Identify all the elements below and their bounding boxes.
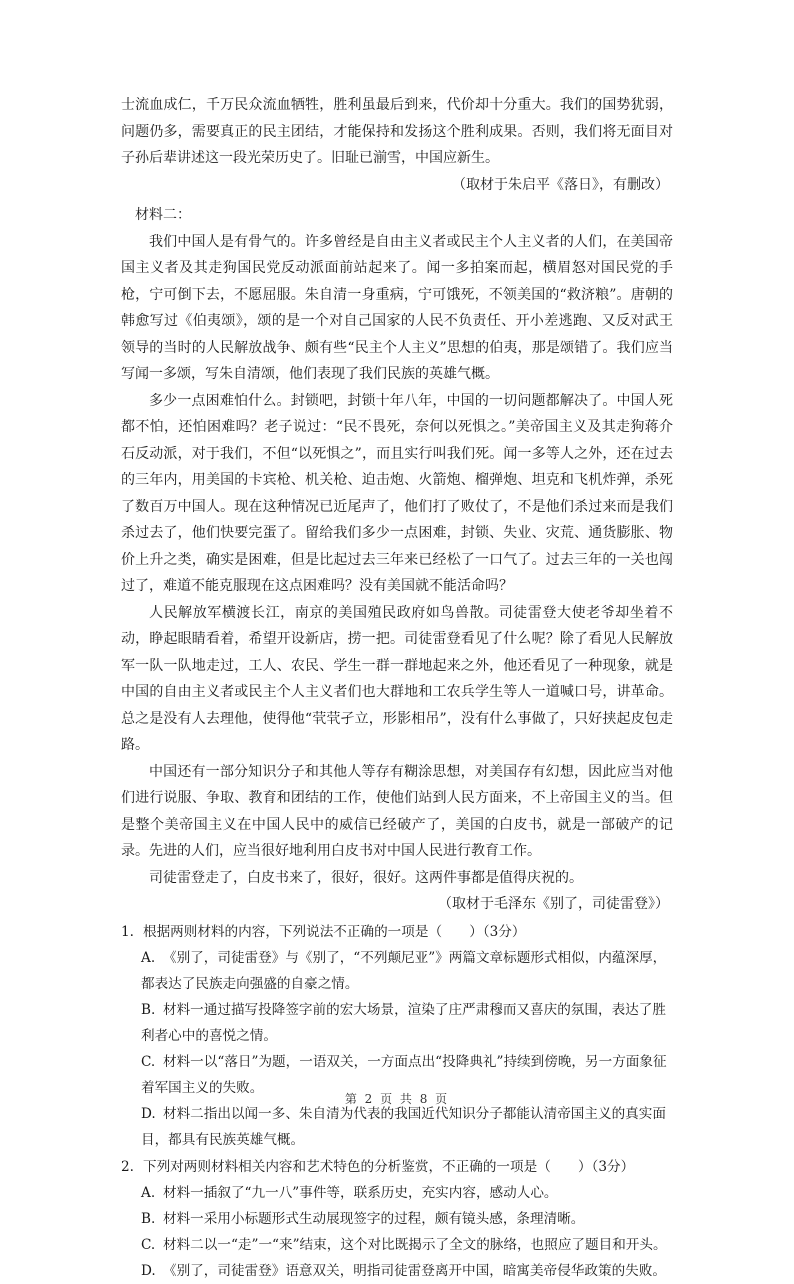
material2-paragraph: 司徒雷登走了，白皮书来了，很好，很好。这两件事都是值得庆祝的。 [149, 869, 583, 886]
option-text: 材料二以一“走”一“来”结束，这个对比既揭示了全文的脉络，也照应了题目和开头。 [163, 1236, 667, 1253]
material2-paragraph: 人民解放军横渡长江，南京的美国殖民政府如鸟兽散。司徒雷登大使老爷却坐着不动，睁起眼睛看着，希望开设新店，捞一把。司徒雷登看见了什么呢？除了看见人民解放军一队一队地走过，工人、农民、学生一群一群地起来之外，他还看见了一种现象，就是中国的自由主义者或民主个人主义者们也大群地和工农兵学生等人一道喊口号，讲革命。总之是没有人去理他，使得他“茕茕孑立，形影相吊”，没有什么事做了，只好挟起皮包走路。 [121, 604, 673, 753]
question-number: 2. [121, 1158, 134, 1175]
option-letter: A. [141, 949, 156, 966]
option-letter: A. [141, 1184, 156, 1201]
option-d [121, 1101, 673, 1153]
option-text: 材料一插叙了“九一八”事件等，联系历史，充实内容，感动人心。 [163, 1184, 558, 1201]
option-text: 材料二指出以闻一多、朱自清为代表的我国近代知识分子都能认清帝国主义的真实面目，都具有民族英雄气概。 [141, 1105, 666, 1148]
material2-paragraph: 中国还有一部分知识分子和其他人等存有糊涂思想，对美国存有幻想，因此应当对他们进行说服、争取、教育和团结的工作，使他们站到人民方面来，不上帝国主义的当。但是整个美帝国主义在中国人民中的威信已经破产了，美国的白皮书，就是一部破产的记录。先进的人们，应当很好地利用白皮书对中国人民进行教育工作。 [121, 763, 673, 859]
option-text: 材料一采用小标题形式生动展现签字的过程，颇有镜头感，条理清晰。 [163, 1210, 585, 1227]
option-letter: B. [141, 1210, 156, 1227]
page-footer: 第 2 页 共 8 页 [344, 1092, 450, 1106]
option-b [121, 997, 673, 1049]
question-2 [121, 1154, 673, 1284]
material2-source: （取材于毛泽东《别了，司徒雷登》） [438, 896, 669, 912]
option-letter: C. [141, 1236, 156, 1253]
option-letter: B. [141, 1001, 156, 1018]
option-a [121, 945, 673, 997]
material1-tail-paragraph: 士流血成仁，千万民众流血牺牲，胜利虽最后到来，代价却十分重大。我们的国势犹弱，问题仍多，需要真正的民主团结，才能保持和发扬这个胜利成果。否则，我们将无面目对子孙后辈讲述这一段光荣历史了。旧耻已湔雪，中国应新生。 [121, 97, 673, 166]
option-d [121, 1258, 673, 1284]
question-stem [121, 919, 673, 945]
question-stem [121, 1154, 673, 1180]
option-a [121, 1180, 673, 1206]
question-stem-text: 根据两则材料的内容，下列说法不正确的一项是（ ）（3分） [143, 923, 526, 940]
material2-paragraph: 多少一点困难怕什么。封锁吧，封锁十年八年，中国的一切问题都解决了。中国人死都不怕，还怕困难吗？老子说过：“民不畏死，奈何以死惧之。”美帝国主义及其走狗蒋介石反动派，对于我们，不但“以死惧之”，而且实行叫我们死。闻一多等人之外，还在过去的三年内，用美国的卡宾枪、机关枪、迫击炮、火箭炮、榴弹炮、坦克和飞机炸弹，杀死了数百万中国人。现在这种情况已近尾声了，他们打了败仗了，不是他们杀过来而是我们杀过去了，他们快要完蛋了。留给我们多少一点困难，封锁、失业、灾荒、通货膨胀、物价上升之类，确实是困难，但是比起过去三年来已经松了一口气了。过去三年的一关也闯过了，难道不能克服现在这点困难吗？没有美国就不能活命吗？ [121, 392, 673, 594]
option-letter: C. [141, 1053, 156, 1070]
question-1 [121, 919, 673, 1153]
option-b [121, 1206, 673, 1232]
material2-paragraph: 我们中国人是有骨气的。许多曾经是自由主义者或民主个人主义者的人们，在美国帝国主义者及其走狗国民党反动派面前站起来了。闻一多拍案而起，横眉怒对国民党的手枪，宁可倒下去，不愿屈服。朱自清一身重病，宁可饿死，不领美国的“救济粮”。唐朝的韩愈写过《伯夷颂》，颂的是一个对自己国家的人民不负责任、开小差逃跑、又反对武王领导的当时的人民解放战争、颇有些“民主个人主义”思想的伯夷，那是颂错了。我们应当写闻一多颂，写朱自清颂，他们表现了我们民族的英雄气概。 [121, 233, 673, 382]
option-text: 材料一以“落日”为题，一语双关，一方面点出“投降典礼”持续到傍晚，另一方面象征着军国主义的失败。 [141, 1053, 667, 1096]
option-text: 材料一通过描写投降签字前的宏大场景，渲染了庄严肃穆而又喜庆的氛围，表达了胜利者心中的喜悦之情。 [141, 1001, 666, 1044]
material2-label: 材料二： [135, 207, 191, 223]
question-number: 1. [121, 923, 134, 940]
option-text: 《别了，司徒雷登》与《别了，“不列颠尼亚”》两篇文章标题形式相似，内蕴深厚，都表达了民族走向强盛的自豪之情。 [141, 949, 667, 992]
option-letter: D. [141, 1105, 156, 1122]
question-stem-text: 下列对两则材料相关内容和艺术特色的分析鉴赏，不正确的一项是（ ）（3分） [143, 1158, 635, 1175]
option-letter: D. [141, 1262, 156, 1279]
option-text: 《别了，司徒雷登》语意双关，明指司徒雷登离开中国，暗寓美帝侵华政策的失败。 [163, 1262, 666, 1279]
material1-source: （取材于朱启平《落日》，有删改） [452, 176, 669, 193]
option-c [121, 1232, 673, 1258]
